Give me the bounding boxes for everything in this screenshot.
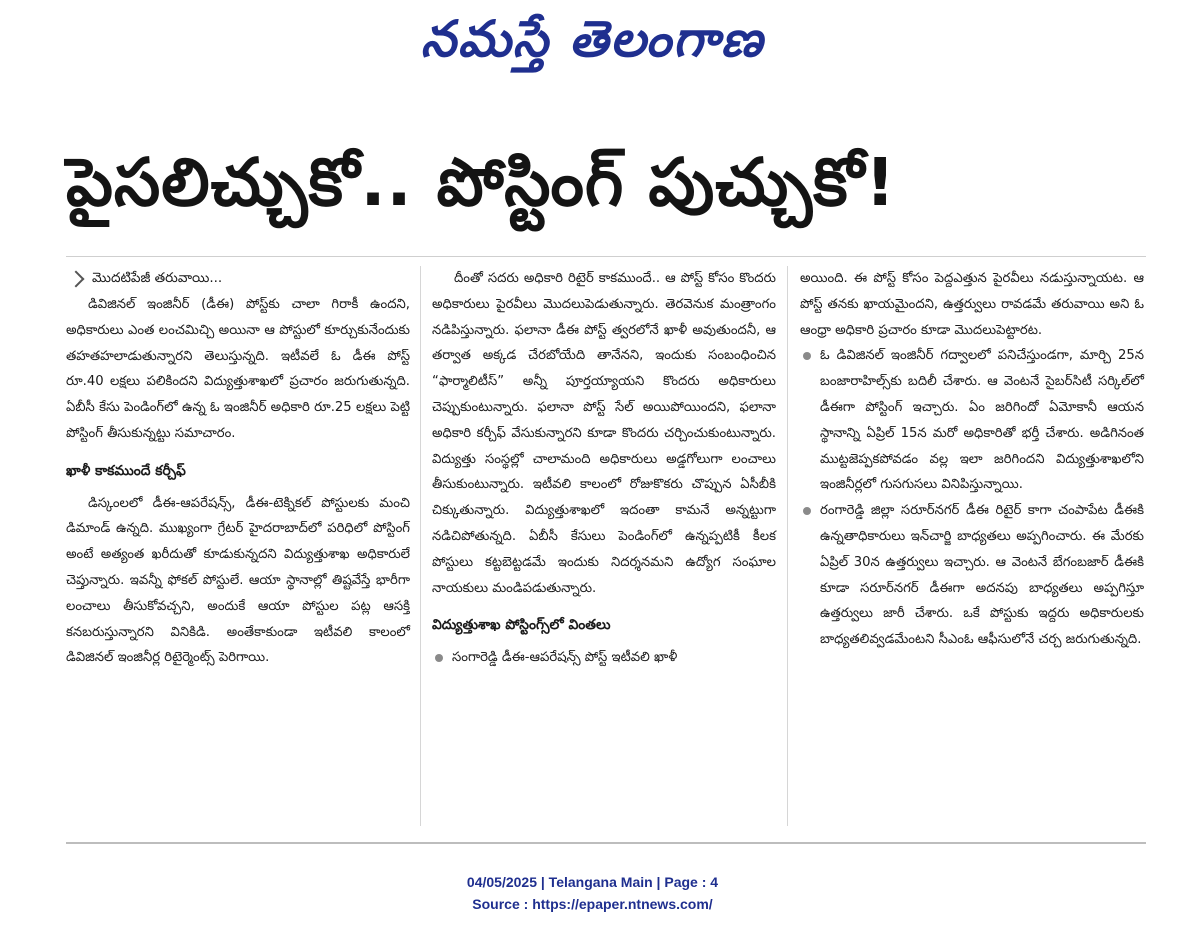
- paragraph: డిస్కంలలో డీఈ-ఆపరేషన్స్, డీఈ-టెక్నికల్ పోస్టులకు మంచి డిమాండ్ ఉన్నది. ముఖ్యంగా గ్రేటర్ హైదరాబాద్‌లో పరిధిలో పోస్టింగ్ అంటే అత్యంత ఖరీదుతో కూడుకున్నదని విద్యుత్తుశాఖ అధికారులే చెప్తున్నారు. ఇవన్నీ ఫోకల్ పోస్టులే. ఆయా స్థానాల్లో తిష్టవేస్తే భారీగా లంచాలు తీసుకోవచ్చని, అందుకే ఆయా పోస్టుల పట్ల ఆసక్తి కనబరుస్తున్నారని వినికిడి. అంతేకాకుండా ఇటీవలి కాలంలో డివిజినల్ ఇంజినీర్ల రిటైర్మెంట్స్ పెరిగాయి.: [66, 495, 410, 666]
- masthead: [0, 4, 1185, 74]
- paragraph: డివిజినల్ ఇంజినీర్ (డీఈ) పోస్ట్‌కు చాలా గిరాకీ ఉందని, అధికారులు ఎంత లంచమిచ్చి అయినా ఆ పోస్టులో కూర్చుకునేందుకు తహతహలాడుతున్నారని తెలుస్తున్నది. ఇటీవలే ఓ డీఈ పోస్ట్ రూ.40 లక్షలు పలికిందని విద్యుత్తుశాఖలో ప్రచారం జరుగుతున్నది. ఏబీసీ కేసు పెండింగ్‌లో ఉన్న ఓ ఇంజినీర్ అధికారి రూ.25 లక్షలు పెట్టి పోస్టింగ్ తీసుకున్నట్టు సమాచారం.: [66, 297, 410, 441]
- subheading: విద్యుత్తుశాఖ పోస్టింగ్స్‌లో వింతలు: [432, 617, 611, 634]
- bullet-item: [800, 343, 1144, 498]
- bullet-item: [800, 498, 1144, 653]
- paragraph: దీంతో సదరు అధికారి రిటైర్ కాకముందే.. ఆ పోస్ట్ కోసం కొందరు అధికారులు పైరవీలు మొదలుపెడుతున్నారు. తెరవెనుక మంత్రాంగం నడిపిస్తున్నారు. ఫలానా డీఈ పోస్ట్ త్వరలోనే ఖాళీ అవుతుందనీ, ఆ తర్వాత అక్కడ చేరబోయేది తానేనని, ఇందుకు సంబంధించిన “ఫార్మాలిటీస్” అన్నీ పూర్తయ్యాయని కొందరు అధికారులు చెప్పుకుంటున్నారు. ఫలానా పోస్ట్ సేల్ అయిపోయిందని, ఫలానా అధికారి కర్చీఫ్ వేసుకున్నారని కూడా కొందరు చర్చించుకుంటున్నారు. విద్యుత్తు సంస్థల్లో చాలామంది అధికారులు అడ్డగోలుగా లంచాలు తీసుకుంటున్నారు. ఇటీవలి కాలంలో రోజుకొకరు చొప్పున ఏసీబీకి చిక్కుతున్నారు. విద్యుత్తుశాఖలో ఇదంతా కామనే అన్నట్టుగా నడిచిపోతున్నది. ఏబీసీ కేసులు పెండింగ్‌లో ఉన్నప్పటికీ కీలక పోస్టులు కట్టబెట్టడమే ఇందుకు నిదర్శనమని ఉద్యోగ సంఘాల నాయకులు మండిపడుతున్నారు.: [432, 271, 776, 596]
- continued-label: మొదటిపేజీ తరువాయి...: [92, 270, 223, 287]
- footer-source: Source : https://epaper.ntnews.com/: [472, 896, 713, 912]
- divider: [66, 256, 1146, 257]
- column-divider: [420, 266, 421, 826]
- bullet-icon: [435, 654, 443, 662]
- bullet-item: [432, 645, 776, 671]
- paragraph: అయింది. ఈ పోస్ట్ కోసం పెద్దఎత్తున పైరవీలు నడుస్తున్నాయట. ఆ పోస్ట్ తనకు ఖాయమైందని, ఉత్తర్వులు రావడమే తరువాయి అని ఓ ఆంధ్రా అధికారి ప్రచారం కూడా మొదలుపెట్టారట.: [800, 271, 1144, 338]
- article-column-2: [432, 266, 776, 671]
- chevron-right-icon: [68, 271, 85, 288]
- bullet-text: రంగారెడ్డి జిల్లా సరూర్‌నగర్ డీఈ రిటైర్ కాగా చంపాపేట డీఈకి ఉన్నతాధికారులు ఇన్‌చార్జి బాధ్యతలు అప్పగించారు. ఈ మేరకు ఏప్రిల్ 30న ఉత్తర్వులు ఇచ్చారు. ఆ వెంటనే బేగంబజార్ డీఈకి కూడా సరూర్‌నగర్ డీఈగా అదనపు బాధ్యతలు అప్పగిస్తూ ఉత్తర్వులు జారీ చేశారు. ఒకే పోస్టుకు ఇద్దరు అధికారులకు బాధ్యతలివ్వడమేంటని సీఎంఓ ఆఫీసులోనే చర్చ జరుగుతున్నది.: [820, 503, 1144, 648]
- bullet-text: సంగారెడ్డి డీఈ-ఆపరేషన్స్ పోస్ట్ ఇటీవలి ఖాళీ: [452, 650, 678, 666]
- continued-marker: [70, 266, 410, 292]
- bullet-text: ఓ డివిజినల్ ఇంజినీర్ గద్వాలలో పనిచేస్తుండగా, మార్చి 25న బంజారాహిల్స్‌కు బదిలీ చేశారు. ఆ వెంటనే సైబర్‌సిటీ సర్కిల్‌లో డీఈగా పోస్టింగ్ ఇచ్చారు. ఏం జరిగిందో ఏమోకానీ ఆయన స్థానాన్ని ఏప్రిల్ 15న మరో అధికారితో భర్తీ చేశారు. అడిగినంత ముట్టజెప్పకపోవడం వల్ల ఇలా జరిగిందని విద్యుత్తుశాఖలోని ఇంజినీర్లలో గుసగుసలు వినిపిస్తున్నాయి.: [820, 348, 1144, 493]
- article-column-1: [66, 266, 410, 671]
- footer-date-page: 04/05/2025 | Telangana Main | Page : 4: [466, 874, 719, 890]
- subheading: ఖాళీ కాకముందే కర్చీఫ్: [66, 462, 186, 479]
- newspaper-title: నమస్తే తెలంగాణ: [420, 10, 765, 68]
- divider: [66, 842, 1146, 844]
- bullet-icon: [803, 507, 811, 515]
- column-divider: [787, 266, 788, 826]
- article-column-3: [800, 266, 1144, 653]
- headline: పైసలిచ్చుకో.. పోస్టింగ్ పుచ్చుకో!: [66, 144, 897, 221]
- bullet-icon: [803, 352, 811, 360]
